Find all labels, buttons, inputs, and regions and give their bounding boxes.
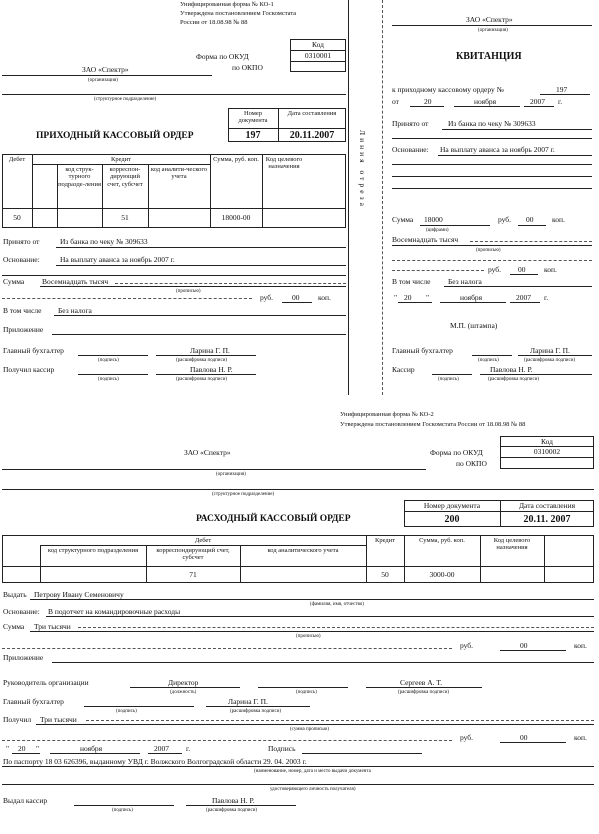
receipt-month: ноября: [474, 97, 497, 106]
ko2-year-suffix: г.: [186, 744, 191, 753]
ko2-okud-value: 0310002: [533, 447, 561, 456]
receipt-sum-words: Восемнадцать тысяч: [392, 235, 459, 244]
ko2-head-position: Директор: [168, 678, 199, 687]
ko2-doc-number: 200: [444, 514, 460, 525]
receipt-cashier-name: Павлова Н. Р.: [490, 365, 533, 374]
receipt-title: КВИТАНЦИЯ: [456, 51, 522, 62]
ko1-from-value: Из банка по чеку № 309633: [60, 237, 148, 246]
ko1-okud-label: Форма по ОКУД: [196, 52, 249, 61]
ko2-month: ноября: [80, 744, 103, 753]
ko1-num-header: Номер документа: [238, 110, 268, 125]
ko2-chief-decode-caption: (расшифровка подписи): [230, 709, 282, 714]
ko2-approved: Утверждена постановлением Госкомстата России от 18.08.98 № 88: [340, 421, 526, 428]
ko2-struct-caption: (структурное подразделение): [212, 492, 275, 497]
ko2-okud-label: Форма по ОКУД: [430, 448, 483, 457]
receipt-chief-decode-caption: (расшифровка подписи): [524, 358, 576, 363]
ko2-th-debit: Дебет: [194, 537, 212, 544]
ko1-date-header: Дата составления: [287, 110, 337, 117]
ko1-okpo-label: по ОКПО: [232, 63, 263, 72]
ko1-th-purpose: Код целевого назначения: [265, 156, 303, 171]
ko1-kop-value: 00: [292, 293, 300, 302]
ko2-th-sum: Сумма, руб. коп.: [419, 537, 465, 544]
receipt-year-suffix-2: г.: [544, 293, 549, 302]
ko1-chief-label: Главный бухгалтер: [3, 346, 64, 355]
ko2-sum-words-caption: (сумма прописью): [290, 727, 329, 732]
ko2-chief-label: Главный бухгалтер: [3, 697, 64, 706]
receipt-kop-label-2: коп.: [544, 265, 557, 274]
receipt-cashier-decode-caption: (расшифровка подписи): [488, 377, 540, 382]
ko2-th-struct: код структурного подразделения: [47, 547, 139, 554]
ko1-attach-label: Приложение: [3, 325, 44, 334]
ko1-basis-label: Основание:: [3, 255, 40, 264]
receipt-cashier-label: Кассир: [392, 365, 415, 374]
ko2-kop-value: 00: [520, 641, 528, 650]
receipt-order-number: 197: [556, 85, 568, 94]
ko2-organization: ЗАО «Спектр»: [184, 448, 231, 457]
ko2-signature-label: Подпись: [268, 744, 296, 753]
receipt-kop-value: 00: [526, 215, 534, 224]
ko2-org-caption: (организация): [216, 472, 246, 477]
receipt-to-order: к приходному кассовому ордеру №: [392, 85, 504, 94]
ko2-words-caption: (прописью): [296, 634, 321, 639]
ko1-sum-label: Сумма: [3, 277, 25, 286]
receipt-words-caption: (прописью): [476, 248, 501, 253]
receipt-rub-label-2: руб.: [488, 265, 501, 274]
ko1-th-credit: Кредит: [110, 156, 131, 163]
ko1-rub-label: руб.: [260, 293, 273, 302]
receipt-cashier-sign-caption: (подпись): [438, 377, 459, 382]
ko1-okud-value: 0310001: [304, 51, 332, 60]
receipt-sum-value: 18000: [424, 215, 443, 224]
ko2-rub-label: руб.: [460, 641, 473, 650]
ko2-cashier-decode-caption: (расшифровка подписи): [206, 808, 258, 813]
ko2-pos-caption: (должность): [170, 690, 197, 695]
ko1-from-label: Принято от: [3, 237, 40, 246]
receipt-from-word: от: [392, 97, 399, 106]
ko2-attach-label: Приложение: [3, 653, 44, 662]
cut-line-left: [348, 0, 349, 395]
ko2-th-purpose: Код целевого назначения: [493, 537, 531, 552]
receipt-from-value: Из банка по чеку № 309633: [448, 119, 536, 128]
cut-line-label: Линия отреза: [358, 130, 367, 209]
receipt-org-caption: (организация): [478, 28, 508, 33]
ko1-cashier-label: Получил кассир: [3, 365, 55, 374]
ko2-doc-title: РАСХОДНЫЙ КАССОВЫЙ ОРДЕР: [196, 514, 351, 524]
receipt-year: 2007: [530, 97, 545, 106]
ko1-doc-number: 197: [245, 130, 261, 141]
ko1-td-debit: 50: [13, 213, 21, 222]
ko2-issue-label: Выдать: [3, 590, 27, 599]
ko2-cashier-label: Выдал кассир: [3, 796, 48, 805]
receipt-incl-value: Без налога: [448, 277, 482, 286]
ko2-th-corr: корреспондирующий счет, субсчет: [156, 547, 230, 562]
ko2-passport-caption-2: удостоверяющего личность получателя): [270, 787, 356, 792]
ko2-okpo-label: по ОКПО: [456, 459, 487, 468]
ko1-th-struct: код струк-турного подразде-ления: [58, 166, 101, 188]
ko2-td-sum: 3000-00: [429, 570, 455, 579]
ko2-cashier-sign-caption: (подпись): [112, 808, 133, 813]
ko1-approved-date: России от 18.08.98 № 88: [180, 19, 248, 26]
ko2-basis-label: Основание:: [3, 607, 40, 616]
ko2-head-decode-caption: (расшифровка подписи): [398, 690, 450, 695]
ko1-th-debit: Дебет: [8, 156, 26, 163]
ko2-form-title: Унифицированная форма № КО-2: [340, 411, 434, 418]
ko2-head-name: Сергеев А. Т.: [400, 678, 443, 687]
ko1-cashier-decode-caption: (расшифровка подписи): [176, 377, 228, 382]
ko2-fio-caption: (фамилия, имя, отчество): [310, 602, 364, 607]
ko2-td-credit: 50: [381, 570, 389, 579]
ko2-td-corr: 71: [189, 570, 197, 579]
ko2-passport: По паспорту 18 03 626396, выданному УВД г. Волжского Волгоградской области 29. 04. 2003 г.: [3, 757, 307, 766]
ko1-cashier-name: Павлова Н. Р.: [190, 365, 233, 374]
ko1-chief-decode-caption: (расшифровка подписи): [176, 358, 228, 363]
ko2-passport-caption: (наименование, номер, дата и место выдачи документа: [254, 769, 371, 774]
ko1-form-title: Унифицированная форма № КО-1: [180, 1, 274, 8]
ko1-th-corr: корреспон-дирующий счет, субсчет: [107, 166, 143, 188]
receipt-month-2: ноября: [460, 293, 483, 302]
receipt-incl-label: В том числе: [392, 277, 431, 286]
receipt-rub-label: руб.: [498, 215, 511, 224]
ko2-th-credit: Кредит: [374, 537, 395, 544]
ko1-doc-date: 20.11.2007: [289, 130, 335, 141]
ko2-chief-name: Ларина Г. П.: [228, 697, 268, 706]
receipt-basis-value: На выплату аванса за ноябрь 2007 г.: [440, 145, 555, 154]
receipt-organization: ЗАО «Спектр»: [466, 15, 513, 24]
ko1-sum-words: Восемнадцать тысяч: [42, 277, 109, 286]
ko2-issue-value: Петрову Ивану Семеновичу: [34, 590, 124, 599]
receipt-year-2: 2007: [516, 293, 531, 302]
ko2-head-sign-caption: (подпись): [296, 690, 317, 695]
ko2-th-analytic: код аналитического учета: [267, 547, 339, 554]
ko2-kop-value-2: 00: [520, 733, 528, 742]
ko1-td-corr: 51: [121, 213, 129, 222]
ko1-code-header: Код: [312, 40, 324, 49]
ko2-year: 2007: [154, 744, 169, 753]
ko2-day: 20: [18, 744, 26, 753]
ko2-cashier-name: Павлова Н. Р.: [212, 796, 255, 805]
ko2-received-label: Получил: [3, 715, 32, 724]
ko2-num-header: Номер документа: [423, 501, 481, 510]
ko1-cashier-sign-caption: (подпись): [98, 377, 119, 382]
ko2-chief-sign-caption: (подпись): [116, 709, 137, 714]
ko2-rub-label-2: руб.: [460, 733, 473, 742]
receipt-day: 20: [424, 97, 432, 106]
ko2-code-header: Код: [541, 437, 553, 446]
ko1-organization: ЗАО «Спектр»: [82, 65, 129, 74]
receipt-sum-label: Сумма: [392, 215, 414, 224]
ko1-struct-caption: (структурное подразделение): [94, 97, 157, 102]
ko1-th-analytic: код аналити-ческого учета: [150, 166, 208, 181]
ko2-date-header: Дата составления: [518, 501, 576, 510]
ko1-words-caption: (прописью): [176, 289, 201, 294]
receipt-from-label: Принято от: [392, 119, 429, 128]
ko1-chief-name: Ларина Г. П.: [190, 346, 230, 355]
ko1-incl-label: В том числе: [3, 306, 42, 315]
receipt-year-suffix: г.: [558, 97, 563, 106]
cash-orders-page: Унифицированная форма № КО-1 Утверждена постановлением Госкомстата России от 18.08.98 № 88 Код 0310001 Форма по ОКУД по ОКПО ЗАО «Спектр» (организация) (структурное подразделение) Номер документа Дата составления 197 20.11.2007 ПРИХОДНЫЙ КАССОВЫЙ ОРДЕР Дебет Кредит код струк-турного подразде-ления корреспон-дирующий счет, субсчет код аналити-ческого учета Сумма, руб. коп. Код целевого назначения 50 51 18000-00 Принято от Из банка по чеку № 309633 Основание: На выплату аванса за ноябрь 2007 г. Сумма Восемнадцать тысяч (прописью) руб. 00 коп. В том числе Без налога Приложение Главный бухгалтер (подпись) Ларина Г. П. (расшифровка подписи) Получил кассир (подпись) Павлова Н. Р. (расшифровка подписи) Линия отреза ЗАО «Спектр» (организация) КВИТАНЦИЯ к приходному кассовому ордеру № 197 от 20 ноября 2007 г. Принято от Из банка по чеку № 309633 Основание: На выплату аванса за ноябрь 2007 г. Сумма 18000 (цифрами) руб. 00 коп. Восемнадцать тысяч (прописью) руб. 00 коп. В том числе Без налога " 20 " ноября 2007 г. М.П. (штампа) Главный бухгалтер (подпись) Ларина Г. П. (расшифровка подписи) Кассир (подпись) Павлова Н. Р. (расшифровка подписи) Унифицированная форма № КО-2 Утверждена постановлением Госкомстата России от 18.08.98 № 88 Код 0310002 Форма по ОКУД по ОКПО ЗАО «Спектр» (организация) (структурное подразделение) Номер документа Дата составления 200 20.11. 2007 РАСХОДНЫЙ КАССОВЫЙ ОРДЕР Дебет код структурного подразделения корреспондирующий счет, субсчет код аналитического учета Кредит Сумма, руб. коп. Код целевого назначения 71 50 3000-00 Выдать Петрову Ивану Семеновичу (фамилия, имя, отчество) Основание: В подотчет на командировочные расходы Сумма Три тысячи (прописью) руб. 00 коп. Приложение Руководитель организации Директор (должность) (подпись) Сергеев А. Т. (расшифровка подписи) Главный бухгалтер (подпись) Ларина Г. П. (расшифровка подписи) Получил Три тысячи (сумма прописью) руб. 00 коп. " 20 " ноября 2007 г. Подпись По паспорту 18 03 626396, выданному УВД г. Волжского Волгоградской области 29. 04. 2003 г. (наименование, номер, дата и место выдачи документа удостоверяющего личность получателя) Выдал кассир (подпись) Павлова Н. Р. (расшифровка подписи): [0, 0, 599, 834]
ko1-th-sum: Сумма, руб. коп.: [213, 156, 259, 163]
ko2-head-label: Руководитель организации: [3, 678, 89, 687]
receipt-day-2: 20: [404, 293, 412, 302]
ko2-sum-words: Три тысячи: [34, 622, 71, 631]
ko2-basis-value: В подотчет на командировочные расходы: [48, 607, 181, 616]
ko1-basis-value: На выплату аванса за ноябрь 2007 г.: [60, 255, 175, 264]
receipt-basis-label: Основание:: [392, 145, 429, 154]
receipt-chief-sign-caption: (подпись): [478, 358, 499, 363]
cut-line-right: [382, 0, 383, 395]
ko2-doc-date: 20.11. 2007: [523, 514, 571, 525]
ko1-org-caption: (организация): [88, 78, 118, 83]
ko1-td-sum: 18000-00: [221, 213, 251, 222]
receipt-stamp: М.П. (штампа): [450, 321, 498, 330]
receipt-kop-label: коп.: [552, 215, 565, 224]
receipt-kop-value-2: 00: [518, 265, 526, 274]
receipt-chief-name: Ларина Г. П.: [530, 346, 570, 355]
ko2-received-words: Три тысячи: [40, 715, 77, 724]
receipt-chief-label: Главный бухгалтер: [392, 346, 453, 355]
ko1-approved: Утверждена постановлением Госкомстата: [180, 10, 297, 17]
ko1-kop-label: коп.: [318, 293, 331, 302]
receipt-digits-caption: (цифрами): [426, 228, 449, 233]
ko1-doc-title: ПРИХОДНЫЙ КАССОВЫЙ ОРДЕР: [36, 131, 194, 141]
ko1-incl-value: Без налога: [58, 306, 92, 315]
ko2-sum-label: Сумма: [3, 622, 25, 631]
ko2-kop-label: коп.: [574, 641, 587, 650]
ko1-chief-sign-caption: (подпись): [98, 358, 119, 363]
ko2-kop-label-2: коп.: [574, 733, 587, 742]
